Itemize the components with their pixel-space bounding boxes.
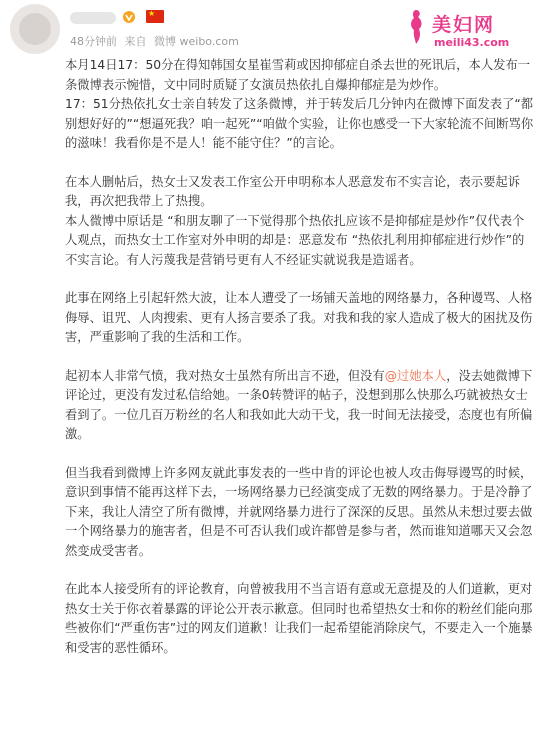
vip-badge-icon: [122, 10, 136, 24]
paragraph-text: 但当我看到微博上许多网友就此事发表的一些中肯的评论也被人攻击侮辱谩骂的时候，意识到事情不能再这样下去，一场网络暴力已经演变成了无数的网络暴力。于是冷静了下来，我让人清空了所有微博，并就网络暴力进行了深深的反思。虽然从未想过要去做一个网络暴力的施害者，但是不可否认我们或许都曾是参与者，然而谁知道哪天又会忽然变成受害者。: [65, 465, 533, 558]
paragraph-text: 在此本人接受所有的评论教育，向曾被我用不当言语有意或无意提及的人们道歉，更对热女士关于你衣着暴露的评论公开表示歉意。但同时也希望热女士和你的粉丝们能向那些被你们“严重伤害”过的网友们道歉！让我们一起希望能消除戾气，不要走入一个施暴和受害的恶性循环。: [65, 582, 533, 655]
post-time[interactable]: 48分钟前: [70, 35, 117, 48]
post-body: [65, 56, 535, 658]
paragraph-text: ，没去她微博下评论过，更没有发过私信给她。一条0转赞评的帖子，没想到那么快那么巧就被热女士看到了。一位几百万粉丝的名人和我如此大动干戈，我一时间无法接受，态度也有所偏激。: [65, 368, 533, 441]
paragraph-text: 本人微博中原话是 “和朋友聊了一下觉得那个热依扎应该不是抑郁症是炒作”仅代表个人观点，而热女士工作室对外申明的却是：恶意发布 “热依扎利用抑郁症进行炒作”的不实言论。有人污蔑我是营销号更有人不经证实就说我是造谣者。: [65, 213, 525, 267]
username-redacted[interactable]: [70, 12, 116, 24]
paragraph-4: [65, 367, 535, 445]
avatar-image: [19, 13, 51, 45]
watermark-url: meili43.com: [434, 36, 510, 49]
china-flag-icon: [146, 10, 164, 23]
post-meta: [70, 33, 243, 49]
paragraph-text: 起初本人非常气愤，我对热女士虽然有所出言不逊，但没有: [65, 368, 385, 383]
woman-silhouette-icon: [404, 8, 426, 46]
mention-link[interactable]: @过她本人: [384, 368, 447, 383]
paragraph-2: [65, 173, 535, 271]
site-watermark: [404, 8, 532, 52]
watermark-title: 美妇网: [432, 14, 496, 36]
paragraph-3: [65, 289, 535, 348]
paragraph-6: [65, 580, 535, 658]
post-source[interactable]: 微博 weibo.com: [154, 35, 239, 48]
paragraph-text: 本月14日17：50分在得知韩国女星崔雪莉或因抑郁症自杀去世的死讯后，本人发布一条微博表示惋惜，文中同时质疑了女演员热依扎自爆抑郁症是为炒作。: [65, 58, 531, 92]
paragraph-text: 在本人删帖后，热女士又发表工作室公开申明称本人恶意发布不实言论，表示要起诉我，再次把我带上了热搜。: [65, 174, 520, 208]
paragraph-text: 17：51分热依扎女士亲自转发了这条微博，并于转发后几分钟内在微博下面发表了“都别想好好的”“想逼死我？咱一起死”“咱做个实验，让你也感受一下大家轮流不间断骂你的滋味！我看你是不是人！能不能守住？”的言论。: [65, 97, 534, 150]
paragraph-text: 此事在网络上引起轩然大波，让本人遭受了一场铺天盖地的网络暴力，各种谩骂、人格侮辱、诅咒、人肉搜索、更有人扬言要杀了我。对我和我的家人造成了极大的困扰及伤害，严重影响了我的生活和工作。: [65, 291, 533, 344]
post-source-prefix: 来自: [124, 35, 147, 48]
paragraph-5: [65, 464, 535, 562]
avatar[interactable]: [10, 4, 60, 54]
paragraph-1: [65, 56, 535, 154]
